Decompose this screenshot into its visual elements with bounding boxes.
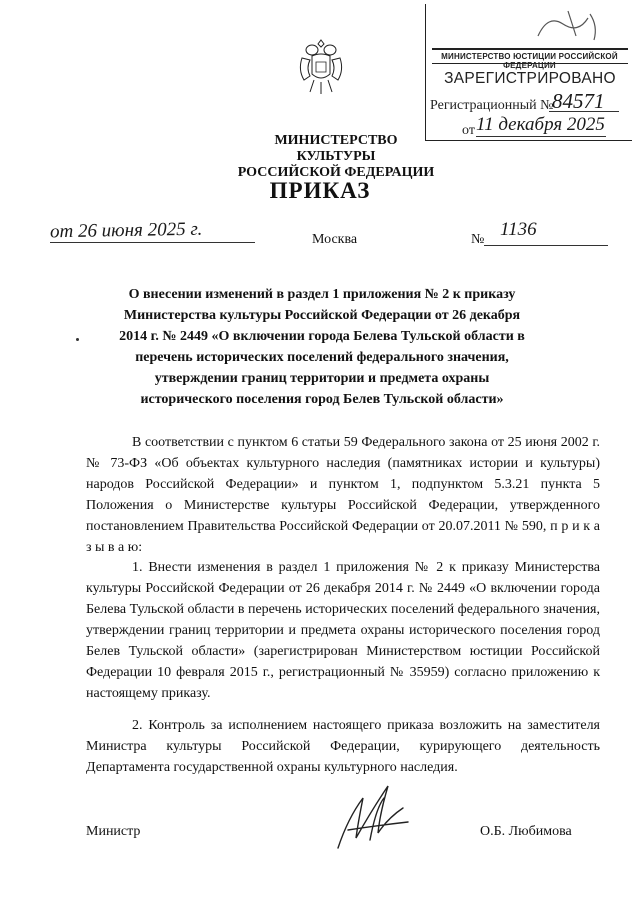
signatory-title: Министр: [86, 824, 141, 839]
margin-dot: [76, 338, 79, 341]
stamp-underline: [476, 136, 606, 137]
coat-of-arms-icon: [296, 36, 346, 96]
document-type: ПРИКАЗ: [269, 178, 371, 203]
body-paragraph-1: В соответствии с пунктом 6 статьи 59 Федерального закона от 25 июня 2002 г. № 73-ФЗ «Об объектах культурного наследия (памятниках истории и культуры) народов Российской Федерации» и пунктом 1, подпунктом 5.3.21 пункта 5 Положения о Министерстве культуры Российской Федерации, утвержденного постановлением Правительства Российской Федерации от 20.07.2011 № 590, п р и к а з ы в а ю:: [86, 435, 600, 555]
document-subject: О внесении изменений в раздел 1 приложения № 2 к приказу Министерства культуры Российской Федерации от 26 декабря 2014 г. № 2449 «О включении города Белева Тульской области в перечень исторических поселений федерального значения, утверждении границ территории и предмета охраны исторического поселения город Белев Тульской области»: [119, 287, 525, 407]
signatory-name: О.Б. Любимова: [480, 824, 572, 839]
number-underline: [484, 245, 608, 246]
number-label: №: [471, 232, 485, 247]
stamp-rule: [432, 48, 628, 50]
ministry-line-2: РОССИЙСКОЙ ФЕДЕРАЦИИ: [237, 165, 435, 180]
stamp-reg-number: 84571: [552, 89, 605, 113]
handwritten-signature: [318, 778, 428, 858]
document-number: 1136: [500, 219, 537, 240]
stamp-rule: [432, 63, 628, 64]
document-date: от 26 июня 2025 г.: [49, 218, 203, 243]
body-paragraph-2: 1. Внести изменения в раздел 1 приложения № 2 к приказу Министерства культуры Российской Федерации от 26 декабря 2014 г. № 2449 «О включении города Белева Тульской области в перечень исторических поселений федерального значения, утверждении границ территории и предмета охраны исторического поселения город Белев Тульской области» (зарегистрирован Министерством юстиции Российской Федерации 10 февраля 2015 г., регистрационный № 35959) согласно приложению к настоящему приказу.: [86, 560, 600, 701]
stamp-corner-mark: [528, 6, 608, 46]
stamp-underline: [549, 111, 619, 112]
stamp-date-prefix: от: [462, 123, 475, 138]
stamp-date: 11 декабря 2025: [476, 114, 605, 135]
ministry-line-1: МИНИСТЕРСТВО КУЛЬТУРЫ: [274, 133, 398, 164]
stamp-header: МИНИСТЕРСТВО ЮСТИЦИИ РОССИЙСКОЙ ФЕДЕРАЦИИ: [441, 52, 618, 70]
document-city: Москва: [312, 232, 358, 247]
body-paragraph-3: 2. Контроль за исполнением настоящего приказа возложить на заместителя Министра культуры Российской Федерации, курирующего деятельность Департамента государственной охраны культурного наследия.: [86, 718, 600, 775]
stamp-reg-label: Регистрационный №: [430, 98, 554, 113]
stamp-title: ЗАРЕГИСТРИРОВАНО: [444, 70, 616, 87]
ministry-name: [236, 133, 436, 181]
date-underline: [50, 242, 255, 243]
